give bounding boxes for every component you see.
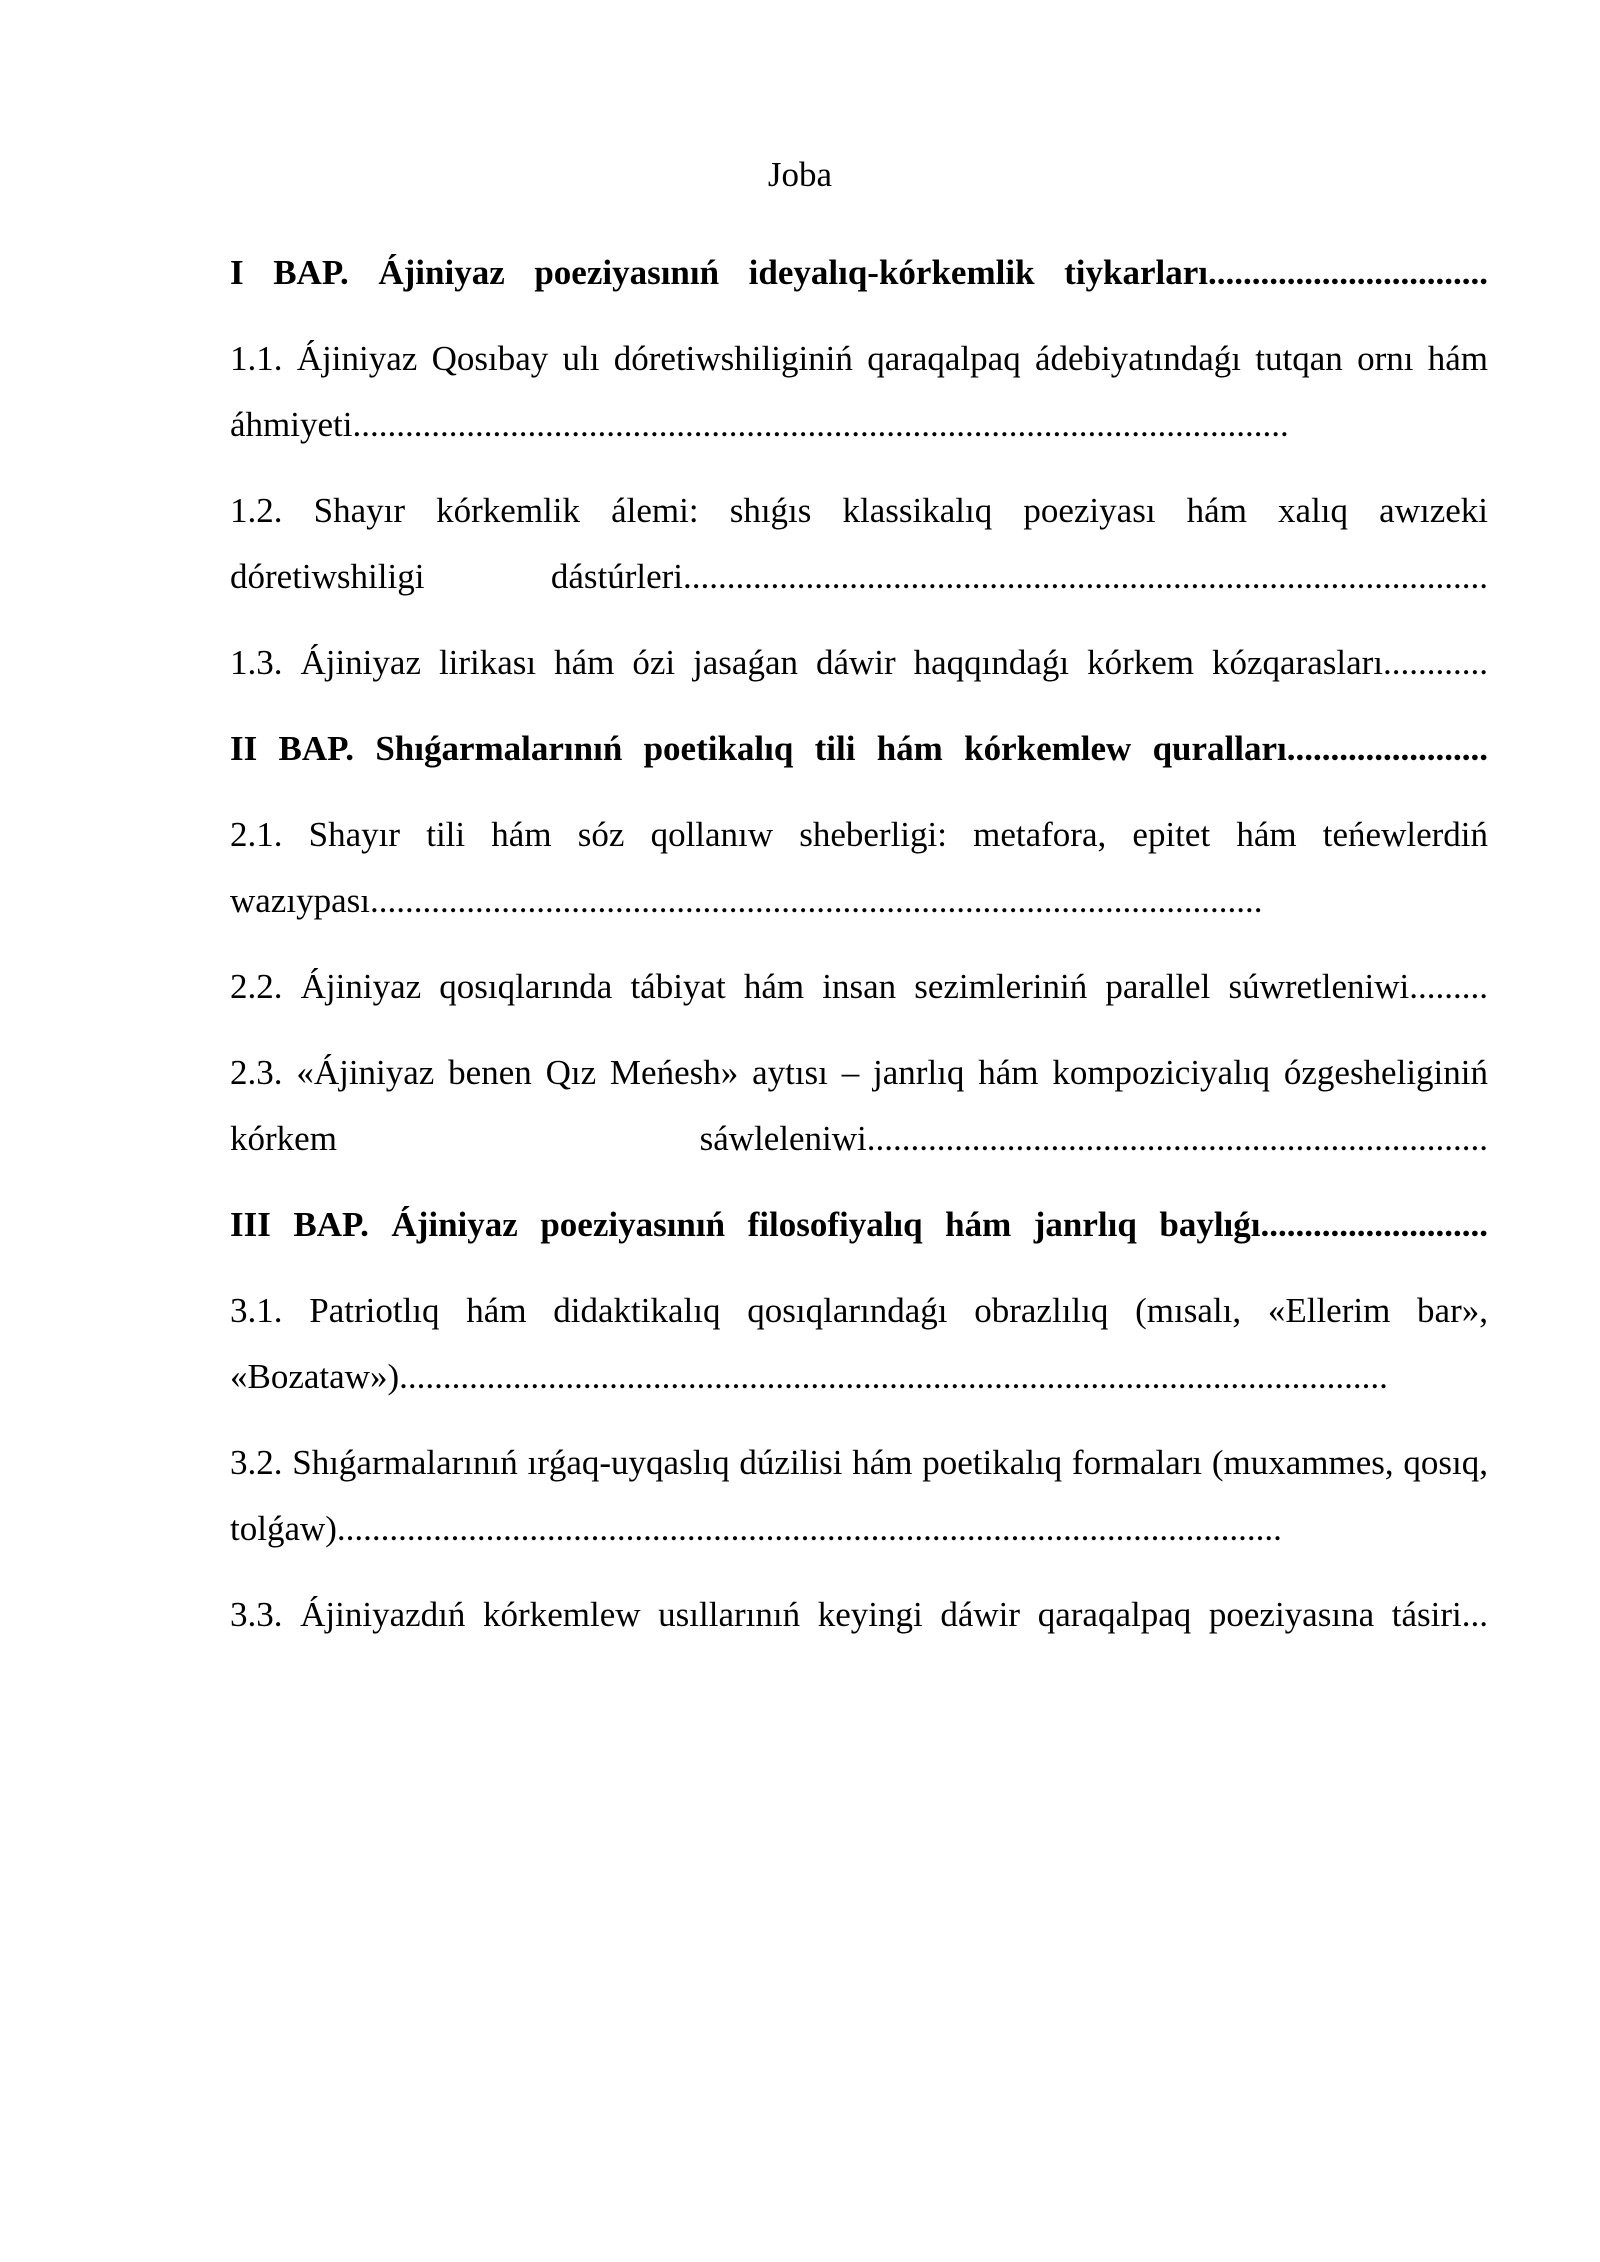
- toc-chapter-3: III BAP. Ájiniyaz poeziyasınıń filosofiyalıq hám janrlıq baylıǵı..........................: [230, 1205, 1488, 1244]
- toc-chapter-1: I BAP. Ájiniyaz poeziyasınıń ideyalıq-kórkemlik tiykarları................................: [230, 253, 1488, 292]
- toc-section-1-2: 1.2. Shayır kórkemlik álemi: shıǵıs klassikalıq poeziyası hám xalıq awızeki dóretiwshiligi dástúrleri............................................................................................: [230, 491, 1488, 596]
- toc-chapter-2: II BAP. Shıǵarmalarınıń poetikalıq tili hám kórkemlew quralları.......................: [230, 729, 1488, 768]
- table-of-contents: [230, 240, 1488, 1668]
- toc-section-1-3: 1.3. Ájiniyaz lirikası hám ózi jasaǵan dáwir haqqındaǵı kórkem kózqarasları............: [230, 643, 1488, 682]
- toc-section-1-1: 1.1. Ájiniyaz Qosıbay ulı dóretiwshiliginiń qaraqalpaq ádebiyatındaǵı tutqan ornı hám áhmiyeti...........................................................................................................: [230, 339, 1488, 444]
- toc-section-3-2: 3.2. Shıǵarmalarınıń ırǵaq-uyqaslıq dúzilisi hám poetikalıq formaları (muxammes, qosıq, tolǵaw)............................................................................................................: [230, 1443, 1488, 1548]
- toc-section-2-1: 2.1. Shayır tili hám sóz qollanıw sheberligi: metafora, epitet hám teńewlerdiń wazıypası......................................................................................................: [230, 815, 1488, 920]
- toc-section-3-1: 3.1. Patriotlıq hám didaktikalıq qosıqlarındaǵı obrazlılıq (mısalı, «Ellerim bar», «Bozataw»).................................................................................................................: [230, 1291, 1488, 1396]
- toc-section-3-3: 3.3. Ájiniyazdıń kórkemlew usıllarınıń keyingi dáwir qaraqalpaq poeziyasına tásiri...: [230, 1595, 1488, 1634]
- toc-section-2-2: 2.2. Ájiniyaz qosıqlarında tábiyat hám insan sezimleriniń parallel súwretleniwi.........: [230, 967, 1488, 1006]
- toc-section-2-3: 2.3. «Ájiniyaz benen Qız Meńesh» aytısı – janrlıq hám kompoziciyalıq ózgesheliginiń kórkem sáwleleniwi.......................................................................: [230, 1053, 1488, 1158]
- page-title: Joba: [767, 155, 833, 194]
